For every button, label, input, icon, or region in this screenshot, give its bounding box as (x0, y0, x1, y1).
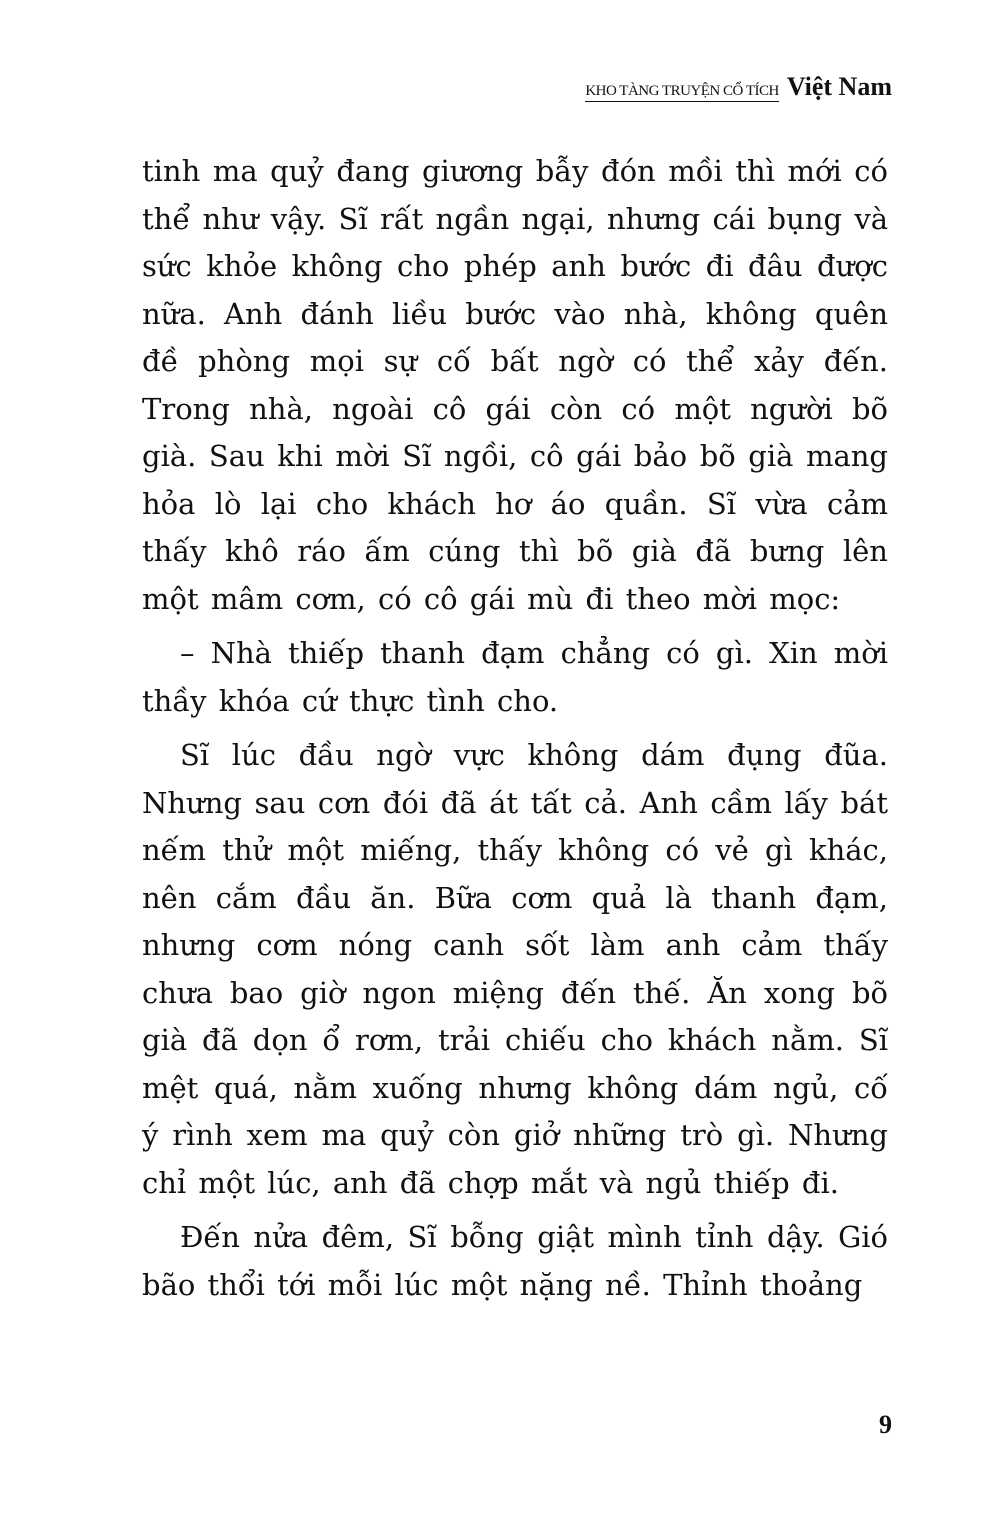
paragraph-1: tinh ma quỷ đang giương bẫy đón mồi thì mới có thể như vậy. Sĩ rất ngần ngại, nhưng cái bụng và sức khỏe không cho phép anh bước đi đâu được nữa. Anh đánh liều bước vào nhà, không quên đề phòng mọi sự cố bất ngờ có thể xảy đến. Trong nhà, ngoài cô gái còn có một người bõ già. Sau khi mời Sĩ ngồi, cô gái bảo bõ già mang hỏa lò lại cho khách hơ áo quần. Sĩ vừa cảm thấy khô ráo ấm cúng thì bõ già đã bưng lên một mâm cơm, có cô gái mù đi theo mời mọc: (142, 154, 888, 616)
header-brand-title: Việt Nam (786, 72, 892, 101)
paragraph-4: Đến nửa đêm, Sĩ bỗng giật mình tỉnh dậy. Gió bão thổi tới mỗi lúc một nặng nề. Thỉnh thoảng (142, 1220, 888, 1302)
page-body (142, 148, 888, 1309)
paragraph-2-dialogue: – Nhà thiếp thanh đạm chẳng có gì. Xin mời thầy khóa cứ thực tình cho. (142, 636, 888, 718)
page-number: 9 (879, 1410, 892, 1439)
header-series-title: KHO TÀNG TRUYỆN CỔ TÍCH (585, 83, 779, 102)
paragraph-3: Sĩ lúc đầu ngờ vực không dám đụng đũa. Nhưng sau cơn đói đã át tất cả. Anh cầm lấy bát nếm thử một miếng, thấy không có vẻ gì khác, nên cắm đầu ăn. Bữa cơm quả là thanh đạm, nhưng cơm nóng canh sốt làm anh cảm thấy chưa bao giờ ngon miệng đến thế. Ăn xong bõ già đã dọn ổ rơm, trải chiếu cho khách nằm. Sĩ mệt quá, nằm xuống nhưng không dám ngủ, cố ý rình xem ma quỷ còn giở những trò gì. Nhưng chỉ một lúc, anh đã chợp mắt và ngủ thiếp đi. (142, 738, 888, 1200)
running-header (585, 72, 892, 102)
